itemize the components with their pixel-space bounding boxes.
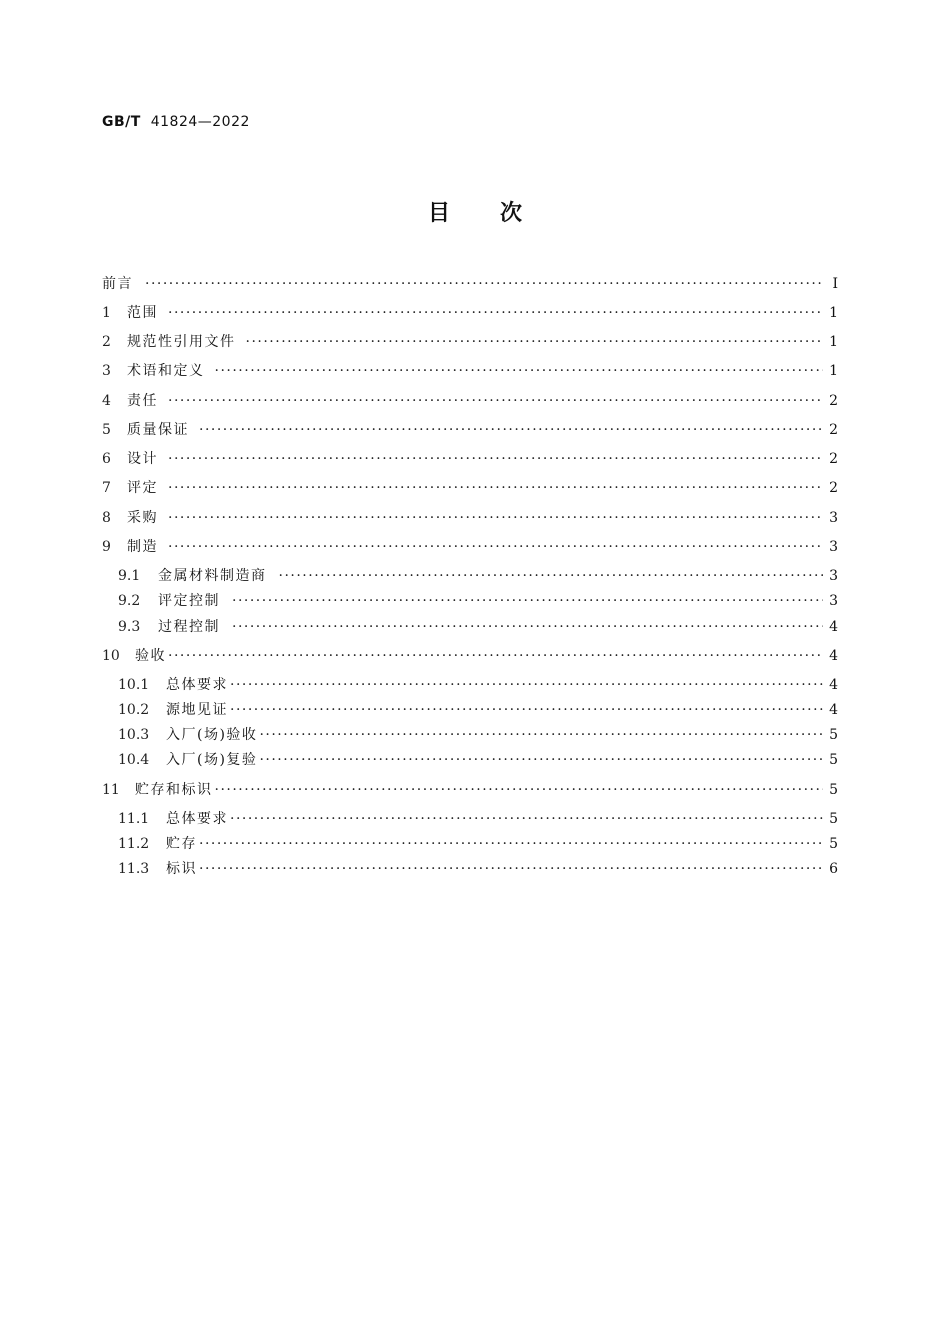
toc-page: 3 (829, 539, 838, 555)
toc-entry-5[interactable] (102, 419, 838, 441)
toc-label: 总体要求 (166, 677, 228, 693)
dot-leader (168, 645, 823, 667)
dot-leader (230, 808, 823, 830)
dot-leader (168, 477, 823, 499)
toc-number: 5 (102, 422, 111, 438)
toc-entry-preface[interactable] (102, 273, 838, 295)
toc-page: 2 (829, 451, 838, 467)
toc-page: 5 (829, 752, 838, 768)
toc-page: 3 (829, 510, 838, 526)
toc-entry-8[interactable] (102, 507, 838, 529)
toc-entry-9-2[interactable] (118, 590, 838, 612)
toc-label: 入厂(场)复验 (166, 752, 258, 768)
dot-leader (232, 590, 823, 612)
dot-leader (168, 302, 823, 324)
toc-label: 源地见证 (166, 702, 228, 718)
toc-number: 9.1 (118, 568, 141, 584)
toc-number: 11.1 (118, 811, 150, 827)
toc-entry-10[interactable] (102, 645, 838, 667)
dot-leader (199, 419, 823, 441)
toc-page: 1 (829, 363, 838, 379)
toc-number: 8 (102, 510, 111, 526)
toc-number: 6 (102, 451, 111, 467)
dot-leader (279, 565, 824, 587)
toc-label: 责任 (127, 393, 158, 409)
dot-leader (259, 749, 823, 771)
toc-number: 11.2 (118, 836, 150, 852)
toc-page: 1 (829, 334, 838, 350)
toc-entry-11[interactable] (102, 779, 838, 801)
dot-leader (168, 536, 823, 558)
toc-label: 规范性引用文件 (127, 334, 236, 350)
toc-label: 范围 (127, 305, 158, 321)
toc-number: 4 (102, 393, 111, 409)
toc-label: 质量保证 (127, 422, 189, 438)
toc-label: 入厂(场)验收 (166, 727, 258, 743)
toc-entry-1[interactable] (102, 302, 838, 324)
toc-page: 6 (829, 861, 838, 877)
toc-page: 5 (829, 782, 838, 798)
toc-page: 4 (829, 619, 838, 635)
standard-code (102, 114, 250, 130)
toc-page: 4 (829, 702, 838, 718)
standard-number: 41824—2022 (150, 114, 250, 130)
toc-entry-10-4[interactable] (118, 749, 838, 771)
toc-number: 10.4 (118, 752, 150, 768)
dot-leader (215, 360, 824, 382)
toc-entry-9[interactable] (102, 536, 838, 558)
toc-label: 贮存和标识 (135, 782, 213, 798)
dot-leader (230, 674, 823, 696)
dot-leader (168, 507, 823, 529)
toc-number: 3 (102, 363, 111, 379)
toc-page: 5 (829, 727, 838, 743)
toc-page: 3 (829, 593, 838, 609)
toc-number: 10.2 (118, 702, 150, 718)
toc-number: 9 (102, 539, 111, 555)
toc-entry-3[interactable] (102, 360, 838, 382)
toc-page: 4 (829, 677, 838, 693)
toc-number: 10.1 (118, 677, 150, 693)
toc-page: 5 (829, 811, 838, 827)
toc-entry-11-1[interactable] (118, 808, 838, 830)
toc-label: 总体要求 (166, 811, 228, 827)
toc-label: 标识 (166, 861, 197, 877)
toc-page: 1 (829, 305, 838, 321)
toc-label: 设计 (127, 451, 158, 467)
toc-entry-2[interactable] (102, 331, 838, 353)
toc-page: 4 (829, 648, 838, 664)
toc-label: 术语和定义 (127, 363, 205, 379)
dot-leader (199, 858, 823, 880)
toc-page: 2 (829, 393, 838, 409)
toc-number: 9.2 (118, 593, 141, 609)
toc-entry-7[interactable] (102, 477, 838, 499)
toc-number: 10 (102, 648, 120, 664)
dot-leader (199, 833, 823, 855)
toc-number: 2 (102, 334, 111, 350)
toc-number: 11.3 (118, 861, 150, 877)
toc-page: 3 (829, 568, 838, 584)
toc-entry-9-3[interactable] (118, 616, 838, 638)
dot-leader (215, 779, 824, 801)
dot-leader (168, 390, 823, 412)
standard-prefix: GB/T (102, 114, 141, 130)
toc-entry-9-1[interactable] (118, 565, 838, 587)
toc-page: 2 (829, 422, 838, 438)
toc-label: 评定 (127, 480, 158, 496)
toc-number: 7 (102, 480, 111, 496)
toc-label: 金属材料制造商 (158, 568, 267, 584)
toc-entry-10-1[interactable] (118, 674, 838, 696)
toc-label: 采购 (127, 510, 158, 526)
toc-label: 制造 (127, 539, 158, 555)
toc-number: 9.3 (118, 619, 141, 635)
toc-label: 贮存 (166, 836, 197, 852)
dot-leader (230, 699, 823, 721)
toc-page: 2 (829, 480, 838, 496)
toc-page: I (832, 276, 838, 292)
toc-entry-4[interactable] (102, 390, 838, 412)
toc-entry-6[interactable] (102, 448, 838, 470)
toc-label: 前言 (102, 276, 133, 292)
toc-label: 验收 (135, 648, 166, 664)
page-title: 目次 (427, 201, 572, 226)
toc-number: 1 (102, 305, 111, 321)
dot-leader (232, 616, 823, 638)
toc-entry-11-2[interactable] (118, 833, 838, 855)
toc-entry-11-3[interactable] (118, 858, 838, 880)
toc-page: 5 (829, 836, 838, 852)
dot-leader (259, 724, 823, 746)
toc-entry-10-2[interactable] (118, 699, 838, 721)
dot-leader (145, 273, 824, 295)
toc-number: 10.3 (118, 727, 150, 743)
toc-label: 过程控制 (158, 619, 220, 635)
toc-label: 评定控制 (158, 593, 220, 609)
dot-leader (246, 331, 824, 353)
toc-number: 11 (102, 782, 120, 798)
toc-entry-10-3[interactable] (118, 724, 838, 746)
dot-leader (168, 448, 823, 470)
